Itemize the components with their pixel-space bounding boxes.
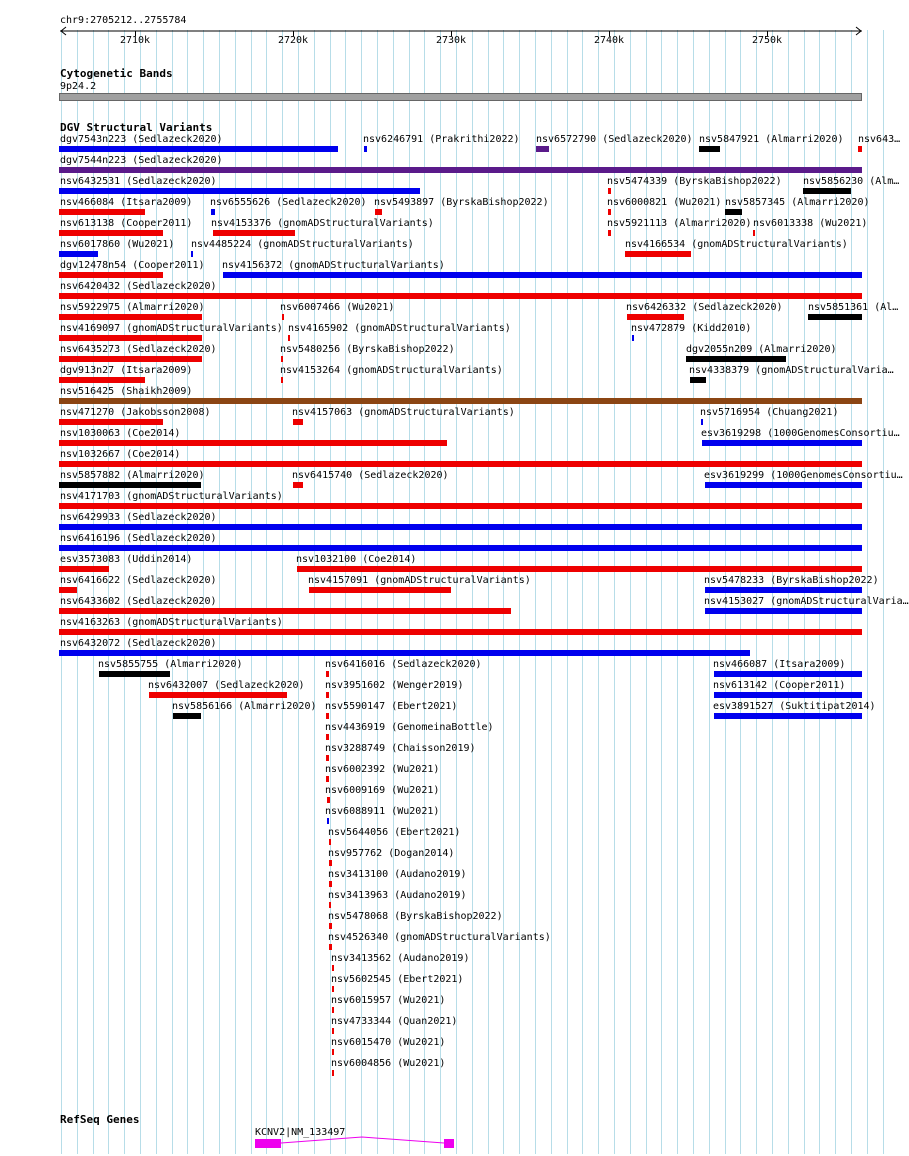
gridline (567, 30, 568, 1154)
sv-feature-bar[interactable] (59, 209, 145, 215)
sv-feature-label[interactable]: nsv4436919 (GenomeinaBottle) (325, 722, 494, 733)
sv-feature-label[interactable]: nsv6432007 (Sedlazeck2020) (148, 680, 305, 691)
sv-feature-bar[interactable] (699, 146, 720, 152)
sv-feature-label[interactable]: nsv3413963 (Audano2019) (328, 890, 467, 901)
sv-feature-bar[interactable] (59, 503, 862, 509)
sv-feature-label[interactable]: nsv5855755 (Almarri2020) (98, 659, 243, 670)
cytoband-track-title[interactable]: Cytogenetic Bands (60, 67, 173, 80)
sv-feature-bar[interactable] (59, 293, 862, 299)
gridline (551, 30, 552, 1154)
sv-feature-bar[interactable] (608, 188, 611, 194)
sv-feature-bar[interactable] (627, 314, 684, 320)
gene-exon (255, 1139, 281, 1148)
sv-feature-label[interactable]: esv3891527 (Suktitipat2014) (713, 701, 876, 712)
sv-feature-bar[interactable] (59, 650, 750, 656)
sv-feature-bar[interactable] (625, 251, 691, 257)
sv-feature-bar[interactable] (686, 356, 786, 362)
sv-feature-label[interactable]: nsv6555626 (Sedlazeck2020) (210, 197, 367, 208)
sv-feature-label[interactable]: nsv466087 (Itsara2009) (713, 659, 846, 670)
sv-feature-label[interactable]: nsv957762 (Dogan2014) (328, 848, 455, 859)
sv-feature-bar[interactable] (59, 440, 447, 446)
sv-feature-bar[interactable] (173, 713, 201, 719)
sv-feature-bar[interactable] (327, 797, 330, 803)
sv-feature-bar[interactable] (288, 335, 290, 341)
sv-feature-bar[interactable] (375, 209, 382, 215)
sv-feature-label[interactable]: nsv6432072 (Sedlazeck2020) (60, 638, 217, 649)
sv-feature-label[interactable]: nsv5857345 (Almarri2020) (725, 197, 870, 208)
sv-feature-bar[interactable] (327, 818, 329, 824)
dgv-track-title[interactable]: DGV Structural Variants (60, 121, 213, 134)
sv-feature-label[interactable]: nsv6002392 (Wu2021) (325, 764, 440, 775)
sv-feature-label[interactable]: nsv516425 (Shaikh2009) (60, 386, 193, 397)
sv-feature-bar[interactable] (282, 314, 284, 320)
sv-feature-label[interactable]: nsv4171703 (gnomADStructuralVariants) (60, 491, 283, 502)
sv-feature-bar[interactable] (858, 146, 862, 152)
sv-feature-bar[interactable] (59, 482, 201, 488)
sv-feature-label[interactable]: nsv5493897 (ByrskaBishop2022) (374, 197, 549, 208)
sv-feature-bar[interactable] (714, 713, 862, 719)
sv-feature-label[interactable]: nsv5921113 (Almarri2020) (607, 218, 752, 229)
sv-feature-label[interactable]: nsv3413562 (Audano2019) (331, 953, 470, 964)
sv-feature-bar[interactable] (281, 377, 283, 383)
sv-feature-label[interactable]: dgv7543n223 (Sedlazeck2020) (60, 134, 223, 145)
refseq-track-title[interactable]: RefSeq Genes (60, 1113, 140, 1126)
sv-feature-label[interactable]: nsv6246791 (Prakrithi2022) (363, 134, 520, 145)
sv-feature-label[interactable]: nsv6433602 (Sedlazeck2020) (60, 596, 217, 607)
sv-feature-bar[interactable] (702, 440, 862, 446)
sv-feature-label[interactable]: nsv5847921 (Almarri2020) (699, 134, 844, 145)
sv-feature-label[interactable]: nsv1032100 (Coe2014) (296, 554, 417, 565)
sv-feature-label[interactable]: esv3619298 (1000GenomesConsortiu… (701, 428, 900, 439)
sv-feature-bar[interactable] (332, 965, 334, 971)
sv-feature-label[interactable]: nsv5851361 (Al… (808, 302, 899, 313)
sv-feature-label[interactable]: nsv613138 (Cooper2011) (60, 218, 193, 229)
cytoband-bar[interactable] (59, 93, 862, 101)
locus-label: chr9:2705212..2755784 (60, 15, 187, 26)
sv-feature-label[interactable]: nsv4157063 (gnomADStructuralVariants) (292, 407, 515, 418)
sv-feature-bar[interactable] (59, 356, 202, 362)
sv-feature-bar[interactable] (59, 566, 109, 572)
sv-feature-bar[interactable] (803, 188, 851, 194)
sv-feature-bar[interactable] (753, 230, 755, 236)
gene-model[interactable] (0, 1136, 890, 1156)
sv-feature-label[interactable]: nsv4157091 (gnomADStructuralVariants) (308, 575, 531, 586)
sv-feature-bar[interactable] (329, 944, 332, 950)
sv-feature-bar[interactable] (59, 377, 145, 383)
sv-feature-label[interactable]: nsv4153376 (gnomADStructuralVariants) (211, 218, 434, 229)
sv-feature-bar[interactable] (608, 209, 611, 215)
sv-feature-label[interactable]: nsv4153264 (gnomADStructuralVariants) (280, 365, 503, 376)
sv-feature-bar[interactable] (701, 419, 703, 425)
sv-feature-label[interactable]: nsv4166534 (gnomADStructuralVariants) (625, 239, 848, 250)
gene-exon (444, 1139, 454, 1148)
sv-feature-label[interactable]: nsv5856230 (Alm… (803, 176, 900, 187)
sv-feature-bar[interactable] (714, 671, 862, 677)
sv-feature-label[interactable]: esv3619299 (1000GenomesConsortiu… (704, 470, 903, 481)
sv-feature-label[interactable]: nsv466084 (Itsara2009) (60, 197, 193, 208)
cytoband-label: 9p24.2 (60, 81, 97, 92)
sv-feature-label[interactable]: dgv2055n209 (Almarri2020) (686, 344, 837, 355)
sv-feature-bar[interactable] (329, 902, 331, 908)
sv-feature-label[interactable]: nsv3288749 (Chaisson2019) (325, 743, 476, 754)
sv-feature-bar[interactable] (149, 692, 287, 698)
sv-feature-label[interactable]: nsv472879 (Kidd2010) (631, 323, 752, 334)
sv-feature-label[interactable]: nsv4153027 (gnomADStructuralVaria… (704, 596, 909, 607)
sv-feature-bar[interactable] (59, 251, 98, 257)
sv-feature-label[interactable]: nsv6004856 (Wu2021) (331, 1058, 446, 1069)
sv-feature-label[interactable]: nsv5478233 (ByrskaBishop2022) (704, 575, 879, 586)
sv-feature-bar[interactable] (332, 1070, 334, 1076)
sv-feature-bar[interactable] (536, 146, 549, 152)
sv-feature-label[interactable]: dgv12478n54 (Cooper2011) (60, 260, 205, 271)
sv-feature-label[interactable]: nsv1030063 (Coe2014) (60, 428, 181, 439)
ruler-tick-label: 2740k (593, 35, 625, 46)
gridline (883, 30, 884, 1154)
sv-feature-label[interactable]: nsv6000821 (Wu2021) (607, 197, 722, 208)
sv-feature-label[interactable]: nsv6015957 (Wu2021) (331, 995, 446, 1006)
sv-feature-label[interactable]: nsv4163263 (gnomADStructuralVariants) (60, 617, 283, 628)
sv-feature-label[interactable]: nsv4526340 (gnomADStructuralVariants) (328, 932, 551, 943)
sv-feature-bar[interactable] (608, 230, 611, 236)
sv-feature-bar[interactable] (332, 1049, 334, 1055)
sv-feature-label[interactable]: nsv5474339 (ByrskaBishop2022) (607, 176, 782, 187)
sv-feature-label[interactable]: nsv3951602 (Wenger2019) (325, 680, 464, 691)
sv-feature-label[interactable]: nsv6013338 (Wu2021) (753, 218, 868, 229)
sv-feature-label[interactable]: nsv6009169 (Wu2021) (325, 785, 440, 796)
sv-feature-bar[interactable] (223, 272, 862, 278)
sv-feature-bar[interactable] (309, 587, 451, 593)
ruler-tick-label: 2750k (751, 35, 783, 46)
sv-feature-label[interactable]: dgv7544n223 (Sedlazeck2020) (60, 155, 223, 166)
sv-feature-bar[interactable] (59, 419, 163, 425)
sv-feature-bar[interactable] (99, 671, 170, 677)
sv-feature-bar[interactable] (329, 881, 332, 887)
sv-feature-bar[interactable] (59, 272, 163, 278)
sv-feature-bar[interactable] (705, 587, 862, 593)
sv-feature-bar[interactable] (59, 314, 202, 320)
sv-feature-bar[interactable] (329, 839, 331, 845)
sv-feature-label[interactable]: nsv4485224 (gnomADStructuralVariants) (191, 239, 414, 250)
sv-feature-bar[interactable] (332, 1007, 334, 1013)
sv-feature-bar[interactable] (59, 608, 511, 614)
sv-feature-bar[interactable] (59, 335, 202, 341)
sv-feature-label[interactable]: nsv5856166 (Almarri2020) (172, 701, 317, 712)
sv-feature-bar[interactable] (326, 692, 329, 698)
sv-feature-bar[interactable] (211, 209, 215, 215)
sv-feature-label[interactable]: nsv6420432 (Sedlazeck2020) (60, 281, 217, 292)
sv-feature-label[interactable]: nsv6429933 (Sedlazeck2020) (60, 512, 217, 523)
sv-feature-bar[interactable] (714, 692, 862, 698)
sv-feature-label[interactable]: nsv471270 (Jakobsson2008) (60, 407, 211, 418)
sv-feature-label[interactable]: nsv3413100 (Audano2019) (328, 869, 467, 880)
sv-feature-bar[interactable] (59, 524, 862, 530)
ruler-tick-label: 2710k (119, 35, 151, 46)
sv-feature-bar[interactable] (213, 230, 295, 236)
sv-feature-bar[interactable] (326, 734, 329, 740)
gene-intron (281, 1137, 444, 1143)
sv-feature-bar[interactable] (632, 335, 634, 341)
sv-feature-bar[interactable] (59, 587, 77, 593)
sv-feature-label[interactable]: nsv6007466 (Wu2021) (280, 302, 395, 313)
sv-feature-label[interactable]: nsv5716954 (Chuang2021) (700, 407, 839, 418)
sv-feature-label[interactable]: nsv4733344 (Quan2021) (331, 1016, 458, 1027)
sv-feature-label[interactable]: nsv5590147 (Ebert2021) (325, 701, 458, 712)
sv-feature-bar[interactable] (808, 314, 862, 320)
sv-feature-label[interactable]: nsv6088911 (Wu2021) (325, 806, 440, 817)
sv-feature-bar[interactable] (329, 860, 332, 866)
sv-feature-label[interactable]: nsv613142 (Cooper2011) (713, 680, 846, 691)
ruler-tick-label: 2720k (277, 35, 309, 46)
sv-feature-bar[interactable] (59, 146, 338, 152)
sv-feature-label[interactable]: nsv4338379 (gnomADStructuralVaria… (689, 365, 894, 376)
sv-feature-label[interactable]: nsv1032667 (Coe2014) (60, 449, 181, 460)
sv-feature-label[interactable]: dgv913n27 (Itsara2009) (60, 365, 193, 376)
sv-feature-label[interactable]: nsv6416016 (Sedlazeck2020) (325, 659, 482, 670)
sv-feature-bar[interactable] (59, 545, 862, 551)
sv-feature-label[interactable]: nsv6017860 (Wu2021) (60, 239, 175, 250)
sv-feature-label[interactable]: nsv6435273 (Sedlazeck2020) (60, 344, 217, 355)
sv-feature-label[interactable]: nsv6572790 (Sedlazeck2020) (536, 134, 693, 145)
sv-feature-label[interactable]: nsv643… (858, 134, 901, 145)
sv-feature-label[interactable]: nsv5922975 (Almarri2020) (60, 302, 205, 313)
sv-feature-bar[interactable] (281, 356, 283, 362)
sv-feature-bar[interactable] (326, 713, 329, 719)
sv-feature-label[interactable]: nsv5478068 (ByrskaBishop2022) (328, 911, 503, 922)
sv-feature-bar[interactable] (690, 377, 706, 383)
sv-feature-label[interactable]: nsv6426332 (Sedlazeck2020) (626, 302, 783, 313)
sv-feature-bar[interactable] (59, 188, 420, 194)
sv-feature-bar[interactable] (329, 923, 332, 929)
sv-feature-bar[interactable] (326, 755, 329, 761)
sv-feature-label[interactable]: nsv6416196 (Sedlazeck2020) (60, 533, 217, 544)
gene-label[interactable]: KCNV2|NM_133497 (255, 1127, 346, 1138)
sv-feature-bar[interactable] (332, 1028, 334, 1034)
sv-feature-bar[interactable] (364, 146, 367, 152)
sv-feature-label[interactable]: esv3573083 (Uddin2014) (60, 554, 193, 565)
sv-feature-bar[interactable] (332, 986, 334, 992)
sv-feature-bar[interactable] (297, 566, 862, 572)
sv-feature-label[interactable]: nsv5857882 (Almarri2020) (60, 470, 205, 481)
sv-feature-label[interactable]: nsv4165902 (gnomADStructuralVariants) (288, 323, 511, 334)
sv-feature-bar[interactable] (59, 167, 862, 173)
sv-feature-bar[interactable] (59, 629, 862, 635)
sv-feature-bar[interactable] (59, 230, 163, 236)
sv-feature-label[interactable]: nsv6015470 (Wu2021) (331, 1037, 446, 1048)
sv-feature-bar[interactable] (293, 419, 303, 425)
gridline (598, 30, 599, 1154)
sv-feature-bar[interactable] (59, 461, 862, 467)
sv-feature-bar[interactable] (705, 482, 862, 488)
sv-feature-label[interactable]: nsv6415740 (Sedlazeck2020) (292, 470, 449, 481)
gridline (582, 30, 583, 1154)
sv-feature-bar[interactable] (725, 209, 742, 215)
sv-feature-label[interactable]: nsv4156372 (gnomADStructuralVariants) (222, 260, 445, 271)
sv-feature-label[interactable]: nsv5602545 (Ebert2021) (331, 974, 464, 985)
ruler-tick-label: 2730k (435, 35, 467, 46)
sv-feature-bar[interactable] (326, 776, 329, 782)
gridline (203, 30, 204, 1154)
sv-feature-bar[interactable] (59, 398, 862, 404)
sv-feature-label[interactable]: nsv4169097 (gnomADStructuralVariants) (60, 323, 283, 334)
sv-feature-label[interactable]: nsv6416622 (Sedlazeck2020) (60, 575, 217, 586)
sv-feature-bar[interactable] (293, 482, 303, 488)
sv-feature-label[interactable]: nsv5644056 (Ebert2021) (328, 827, 461, 838)
sv-feature-label[interactable]: nsv6432531 (Sedlazeck2020) (60, 176, 217, 187)
sv-feature-bar[interactable] (326, 671, 329, 677)
sv-feature-label[interactable]: nsv5480256 (ByrskaBishop2022) (280, 344, 455, 355)
sv-feature-bar[interactable] (705, 608, 862, 614)
sv-feature-bar[interactable] (191, 251, 193, 257)
